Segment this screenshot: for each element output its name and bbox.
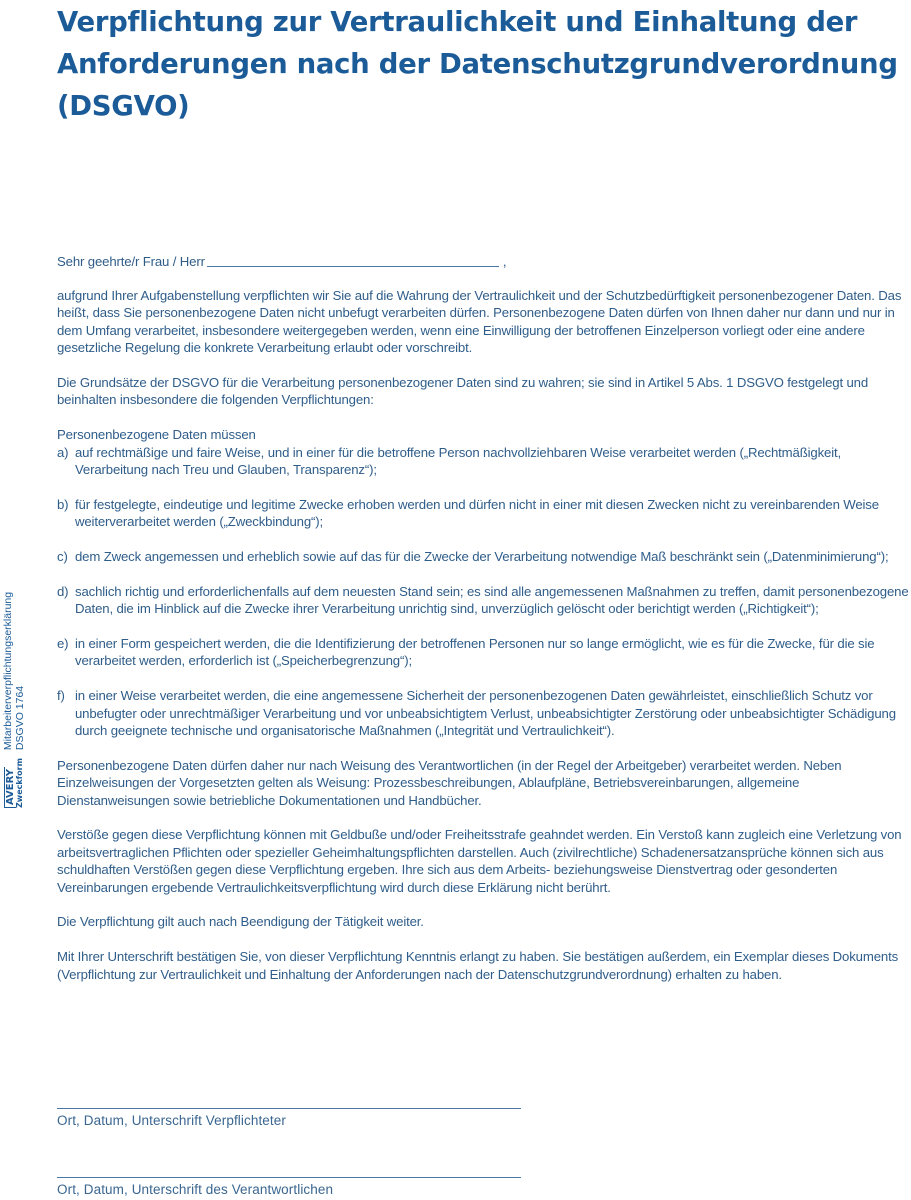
obligation-item — [57, 635, 909, 670]
obligation-letter: b) — [57, 496, 69, 512]
acknowledgement-paragraph: Mit Ihrer Unterschrift bestätigen Sie, von dieser Verpflichtung Kenntnis erlangt zu haben. Sie bestätigen außerdem, ein Exemplar dieses Dokuments (Verpflichtung zur Vertraulichkeit und Einhaltung der Anforderungen nach der Datenschutzgrundverordnung) erhalten zu haben. — [57, 949, 899, 982]
obligation-text: dem Zweck angemessen und erheblich sowie auf das für die Zwecke der Verarbeitung notwendige Maß beschränkt sein („Datenminimierung“); — [75, 549, 889, 565]
salutation — [57, 252, 909, 270]
obligation-letter: f) — [57, 688, 65, 704]
form-name: Mitarbeiterverpflichtungserklärung — [2, 591, 14, 751]
brand-avery: AVERY — [4, 767, 16, 808]
obligation-item — [57, 548, 909, 565]
document-body — [57, 252, 909, 1000]
signature-label-obligated: Ort, Datum, Unterschrift Verpflichteter — [57, 1113, 286, 1128]
salutation-prefix: Sehr geehrte/r Frau / Herr — [57, 253, 205, 269]
obligation-text: sachlich richtig und erforderlichenfalls auf dem neuesten Stand sein; es sind alle angemessenen Maßnahmen zu treffen, damit personenbezogene Daten, die im Hinblick auf die Zwecke ihrer Verarbeitung unrichtig sind, unverzüglich gelöscht oder berichtigt werden („Richtigkeit“); — [75, 583, 909, 617]
signature-label-responsible: Ort, Datum, Unterschrift des Verantwortlichen — [57, 1182, 334, 1197]
obligation-text: für festgelegte, eindeutige und legitime Zwecke erhoben werden und dürfen nicht in einer mit diesen Zwecken nicht zu vereinbarenden Weise weiterverarbeitet werden („Zweckbindung“); — [75, 496, 879, 530]
side-imprint — [2, 592, 26, 808]
signature-line-responsible[interactable] — [57, 1177, 521, 1178]
obligation-item — [57, 444, 909, 479]
obligation-item — [57, 496, 909, 531]
violations-paragraph: Verstöße gegen diese Verpflichtung können mit Geldbuße und/oder Freiheitsstrafe geahndet werden. Ein Verstoß kann zugleich eine Verletzung von arbeitsvertraglichen Pflichten oder spezieller Geheimhaltungspflichten darstellen. Auch (zivilrechtliche) Schadenersatzansprüche können sich aus schuldhaften Verstößen gegen diese Verpflichtung ergeben. Ihre sich aus dem Arbeits- beziehungsweise Dienstvertrag oder gesonderten Vereinbarungen ergebende Vertraulichkeitsverpflichtung wird durch diese Erklärung nicht berührt. — [57, 827, 902, 895]
signature-line-obligated[interactable] — [57, 1108, 521, 1109]
recipient-name-field[interactable] — [207, 254, 499, 267]
continuation-paragraph: Die Verpflichtung gilt auch nach Beendigung der Tätigkeit weiter. — [57, 914, 424, 930]
signature-block-responsible — [57, 1177, 521, 1197]
obligation-letter: a) — [57, 444, 69, 460]
obligation-item — [57, 583, 909, 618]
brand-zweckform: Zweckform — [15, 758, 24, 808]
title-line: Anforderungen nach der Datenschutzgrundverordnung — [57, 48, 898, 80]
obligation-text: auf rechtmäßige und faire Weise, und in einer für die betroffene Person nachvollziehbaren Weise verarbeitet werden („Rechtmäßigkeit, Verarbeitung nach Treu und Glauben, Transparenz“); — [75, 444, 842, 478]
form-code: DSGVO 1764 — [14, 685, 26, 751]
principles-paragraph: Die Grundsätze der DSGVO für die Verarbeitung personenbezogener Daten sind zu wahren; sie sind in Artikel 5 Abs. 1 DSGVO festgelegt und beinhalten insbesondere die folgenden Verpflichtungen: — [57, 375, 869, 408]
form-meta — [2, 592, 26, 750]
title-line: (DSGVO) — [57, 90, 190, 122]
salutation-suffix: , — [502, 253, 507, 269]
obligations-list — [57, 444, 909, 740]
instructions-paragraph: Personenbezogene Daten dürfen daher nur nach Weisung des Verantwortlichen (in der Regel der Arbeitgeber) verarbeitet werden. Neben Einzelweisungen der Vorgesetzten gelten als Weisung: Prozessbeschreibungen, Ablaufpläne, Betriebsvereinbarungen, allgemeine Dienstanweisungen sowie betriebliche Dokumentationen und Handbücher. — [57, 757, 842, 808]
signature-block-obligated — [57, 1108, 521, 1128]
obligations-intro: Personenbezogene Daten müssen — [57, 427, 256, 443]
document-title — [57, 1, 907, 127]
obligation-text: in einer Form gespeichert werden, die die Identifizierung der betroffenen Personen nur so lange ermöglicht, wie es für die Zwecke, für die sie verarbeitet werden, erforderlich ist („Speicherbegrenzung“); — [75, 636, 875, 669]
intro-paragraph: aufgrund Ihrer Aufgabenstellung verpflichten wir Sie auf die Wahrung der Vertraulichkeit und der Schutzbedürftigkeit personenbezogener Daten. Das heißt, dass Sie personenbezogene Daten nicht unbefugt verarbeiten dürfen. Personenbezogene Daten dürfen von Ihnen daher nur dann und nur in dem Umfang verarbeitet, insbesondere weitergegeben werden, wenn eine Einwilligung der betroffenen Einzelperson vorliegt oder eine andere gesetzliche Regelung die konkrete Verarbeitung erlaubt oder vorschreibt. — [57, 288, 902, 356]
obligation-letter: d) — [57, 583, 69, 599]
obligation-letter: c) — [57, 549, 68, 565]
avery-zweckform-logo — [4, 758, 24, 808]
obligation-text: in einer Weise verarbeitet werden, die eine angemessene Sicherheit der personenbezogenen Daten gewährleistet, einschließlich Schutz vor unbefugter oder unrechtmäßiger Verarbeitung und vor unbeabsichtigtem Verlust, unbeabsichtigter Zerstörung oder unbeabsichtigter Schädigung durch geeignete technische und organisatorische Maßnahmen („Integrität und Vertraulichkeit“). — [75, 688, 896, 739]
obligation-item — [57, 687, 909, 739]
obligation-letter: e) — [57, 636, 69, 652]
title-line: Verpflichtung zur Vertraulichkeit und Einhaltung der — [57, 6, 858, 38]
